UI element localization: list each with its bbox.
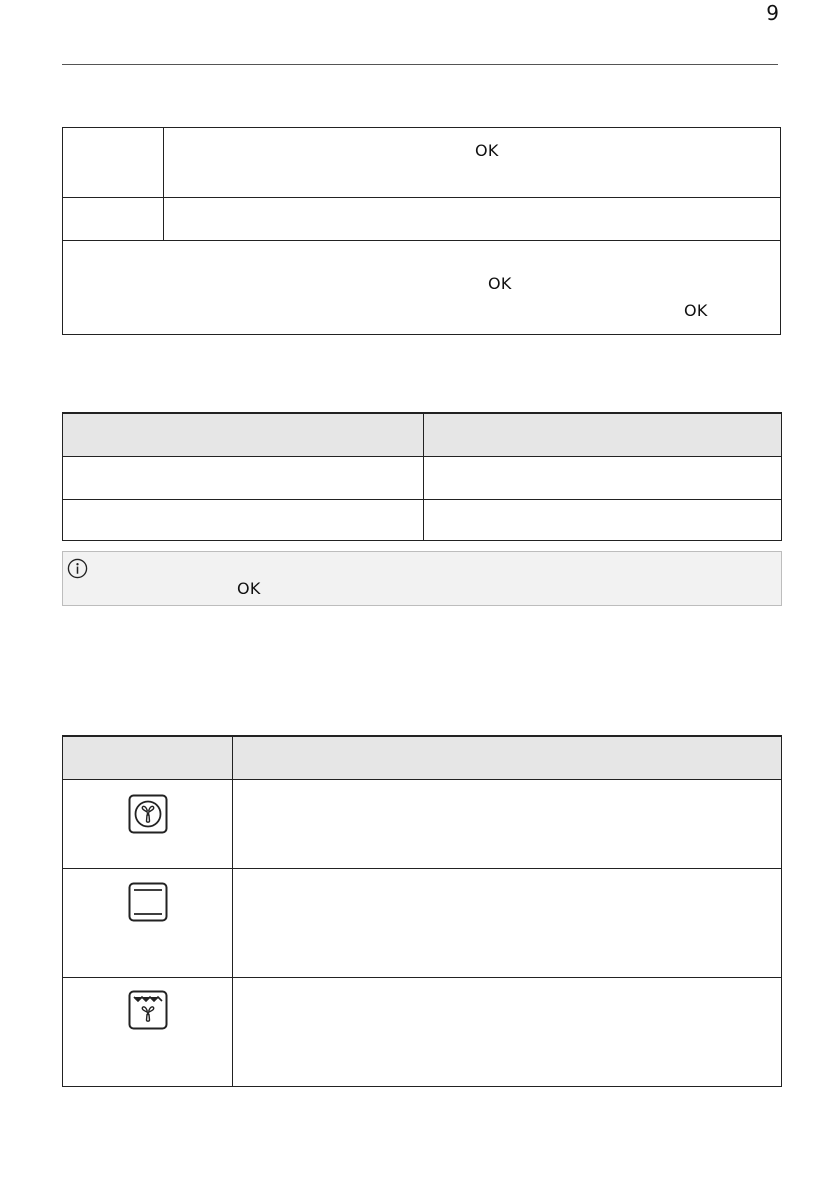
table-row-divider bbox=[63, 197, 780, 198]
table-row-divider bbox=[63, 499, 781, 500]
info-icon bbox=[67, 558, 88, 579]
two-column-table bbox=[62, 412, 782, 541]
conventional-cooking-icon bbox=[128, 882, 168, 922]
ok-label: OK bbox=[237, 579, 261, 598]
true-fan-cooking-icon bbox=[128, 794, 168, 834]
ok-label: OK bbox=[475, 141, 499, 160]
table-row-divider bbox=[63, 977, 781, 978]
ok-label: OK bbox=[488, 274, 512, 293]
header-rule bbox=[62, 64, 778, 65]
note-box bbox=[62, 551, 782, 606]
ok-label: OK bbox=[684, 301, 708, 320]
table-column-divider bbox=[232, 737, 233, 1086]
settings-table bbox=[62, 127, 781, 335]
pizza-function-icon bbox=[128, 990, 168, 1030]
table-header-row bbox=[63, 737, 781, 780]
table-column-divider bbox=[423, 414, 424, 540]
table-row-divider bbox=[63, 868, 781, 869]
table-header-row bbox=[63, 414, 781, 457]
table-row-divider bbox=[63, 240, 780, 241]
table-column-divider bbox=[163, 128, 164, 240]
oven-functions-table bbox=[62, 735, 782, 1087]
page-number: 9 bbox=[766, 1, 779, 25]
